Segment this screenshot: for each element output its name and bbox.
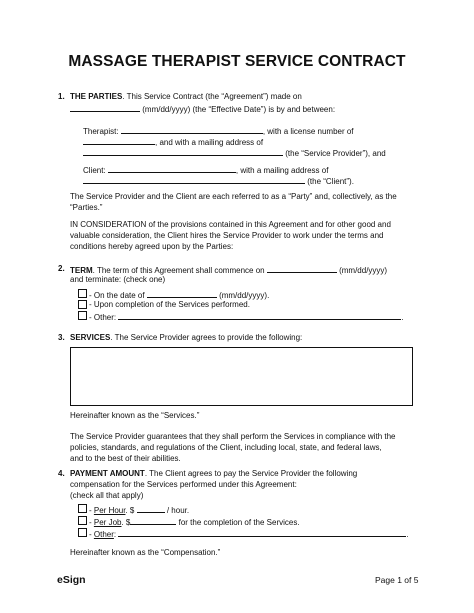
services-guarantee-line-1: The Service Provider guarantees that they shall perform the Services in compliance with the <box>70 432 396 441</box>
consideration-line-2: valuable consideration, the Client hires the Service Provider to work under the terms and <box>70 231 384 240</box>
document-title: MASSAGE THERAPIST SERVICE CONTRACT <box>68 53 406 70</box>
section-2-line-1: TERM. The term of this Agreement shall commence on (mm/dd/yyyy) <box>70 266 388 275</box>
section-1-number: 1. <box>58 92 65 101</box>
term-option-other: - Other: . <box>89 313 404 322</box>
services-description-box[interactable] <box>70 347 413 406</box>
section-4-line-3: (check all that apply) <box>70 491 144 500</box>
hourly-rate-field[interactable] <box>137 504 165 513</box>
term-option-completion-checkbox[interactable] <box>78 300 87 309</box>
payment-per-hour-checkbox[interactable] <box>78 504 87 513</box>
compensation-known-as: Hereinafter known as the “Compensation.” <box>70 548 221 557</box>
parties-paragraph-line-1: The Service Provider and the Client are each referred to as a “Party” and, collectively, as the <box>70 192 397 201</box>
section-4-heading: PAYMENT AMOUNT <box>70 469 145 478</box>
page-number: Page 1 of 5 <box>375 575 419 585</box>
effective-date-field[interactable] <box>70 103 140 112</box>
term-option-date-checkbox[interactable] <box>78 289 87 298</box>
therapist-address-field[interactable] <box>83 147 283 156</box>
payment-other-field[interactable] <box>118 528 406 537</box>
therapist-line-2: , and with a mailing address of <box>83 136 263 148</box>
term-end-date-field[interactable] <box>147 289 217 298</box>
therapist-name-field[interactable] <box>121 125 263 134</box>
therapist-line-1: Therapist: , with a license number of <box>83 127 354 136</box>
consideration-line-1: IN CONSIDERATION of the provisions contained in this Agreement and for other good and <box>70 220 391 229</box>
client-line-2: (the “Client”). <box>83 175 354 187</box>
term-other-field[interactable] <box>118 311 401 320</box>
consideration-line-3: conditions hereby agreed upon by the Parties: <box>70 242 234 251</box>
client-address-field[interactable] <box>83 175 305 184</box>
payment-other: - Other: . <box>89 530 409 539</box>
term-start-date-field[interactable] <box>267 264 337 273</box>
term-option-completion: - Upon completion of the Services performed. <box>89 300 250 309</box>
job-rate-field[interactable] <box>130 516 176 525</box>
term-option-other-checkbox[interactable] <box>78 311 87 320</box>
services-guarantee-line-3: and to the best of their abilities. <box>70 454 181 463</box>
section-2-heading: TERM <box>70 266 93 275</box>
section-2-line-2: and terminate: (check one) <box>70 275 166 284</box>
section-4-line-2: compensation for the Services performed under this Agreement: <box>70 480 297 489</box>
section-1-line-2: (mm/dd/yyyy) (the “Effective Date”) is by and between: <box>70 103 335 115</box>
term-option-date: - On the date of (mm/dd/yyyy). <box>89 291 270 300</box>
payment-per-job: - Per Job. $ for the completion of the Services. <box>89 518 300 527</box>
parties-paragraph-line-2: “Parties.” <box>70 203 103 212</box>
payment-per-hour: - Per Hour. $ / hour. <box>89 506 190 515</box>
esign-logo: eSign <box>57 574 86 586</box>
services-known-as: Hereinafter known as the “Services.” <box>70 411 200 420</box>
services-guarantee-line-2: policies, standards, and regulations of the Client, including local, state, and federal laws, <box>70 443 382 452</box>
section-3-heading: SERVICES <box>70 333 111 342</box>
payment-other-checkbox[interactable] <box>78 528 87 537</box>
section-3-line-1: SERVICES. The Service Provider agrees to provide the following: <box>70 333 303 342</box>
client-line-1: Client: , with a mailing address of <box>83 166 329 175</box>
section-4-number: 4. <box>58 469 65 478</box>
therapist-line-3: (the “Service Provider”), and <box>83 147 386 159</box>
section-4-line-1: PAYMENT AMOUNT. The Client agrees to pay the Service Provider the following <box>70 469 358 478</box>
payment-per-job-checkbox[interactable] <box>78 516 87 525</box>
section-3-number: 3. <box>58 333 65 342</box>
section-1-line-1: THE PARTIES. This Service Contract (the “Agreement”) made on <box>70 92 302 101</box>
section-1-heading: THE PARTIES <box>70 92 123 101</box>
license-number-field[interactable] <box>83 136 155 145</box>
section-2-number: 2. <box>58 264 65 273</box>
client-name-field[interactable] <box>108 164 236 173</box>
